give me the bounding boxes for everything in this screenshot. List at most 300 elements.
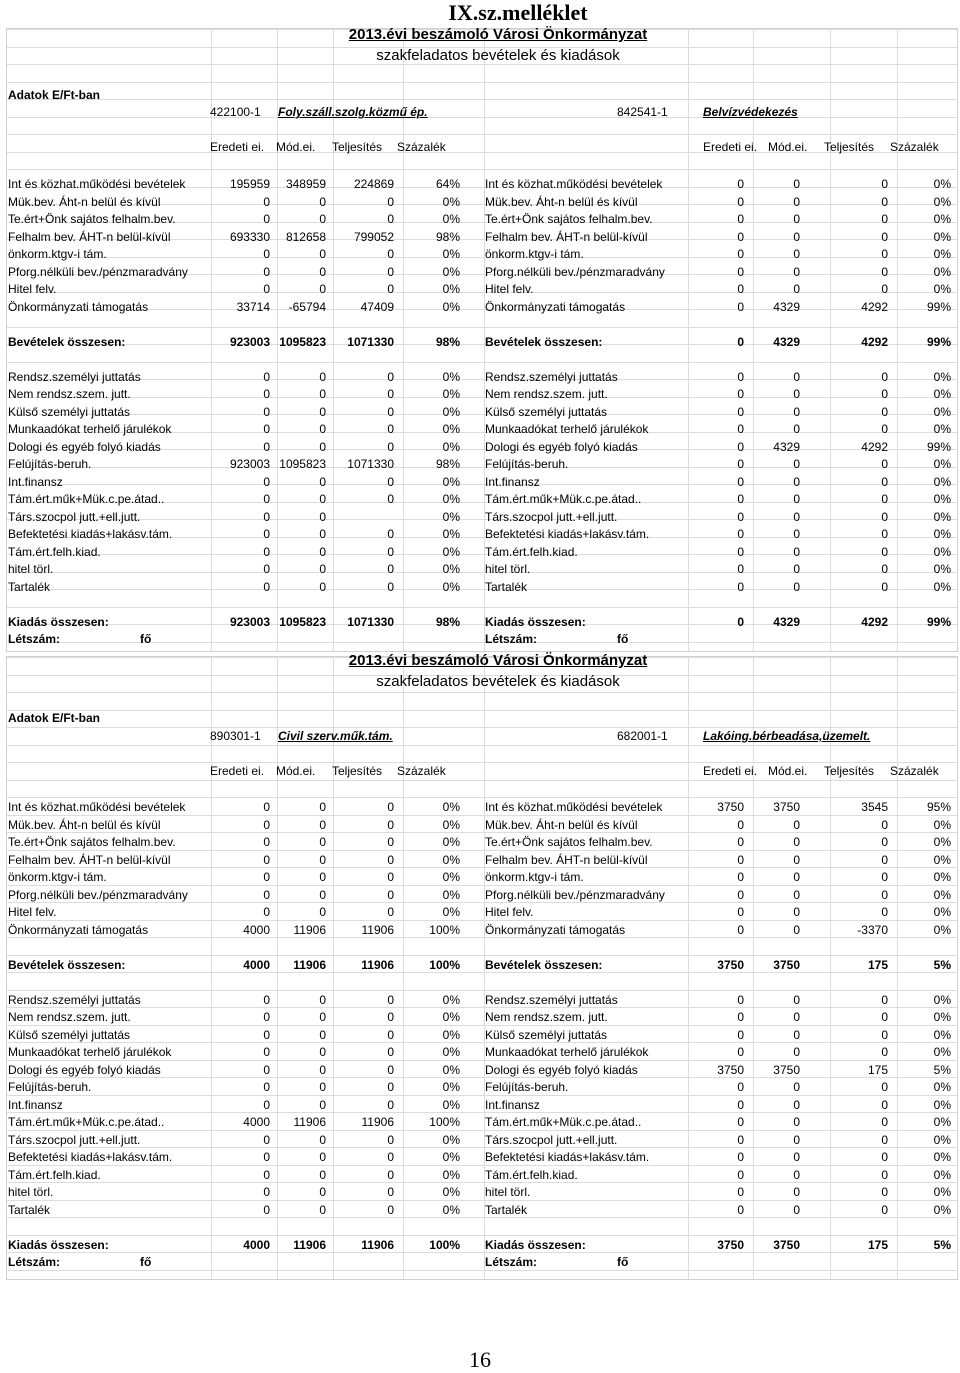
value-cell: 11906 [293,1237,326,1252]
grid-line [7,692,957,693]
value-cell: 0 [881,369,888,384]
value-cell: 0 [881,229,888,244]
value-cell: 100% [429,957,460,972]
value-cell: 224869 [353,177,394,191]
units-label: Adatok E/Ft-ban [8,88,100,102]
value-cell: 0 [793,1080,800,1094]
table-row [485,1254,960,1271]
value-cell: 0 [387,852,394,867]
row-label: Tartalék [485,1202,528,1217]
value-cell: 3545 [861,800,888,814]
value-cell: 0% [442,212,460,226]
task-name: Foly.száll.szolg.közmű ép. [278,105,428,119]
value-cell: 1095823 [279,334,326,349]
value-cell: 0 [319,1150,326,1164]
table-row [8,334,485,351]
value-cell: 3750 [717,1062,744,1077]
value-cell: 0 [263,817,270,832]
column-header: Teljesítés [332,140,383,154]
value-cell: 0 [793,527,800,541]
column-header: Százalék [397,764,446,778]
row-label: Felhalm bev. ÁHT-n belül-kívül [485,852,648,867]
table-row [8,474,485,491]
value-cell: 0% [933,887,951,902]
row-label: Tám.ért.felh.kiad. [485,544,578,559]
value-cell: 1095823 [279,457,326,471]
value-cell: 0 [387,1097,394,1112]
value-cell: 0% [933,1010,951,1024]
value-cell: 0 [263,404,270,419]
table-row [8,1132,485,1149]
value-cell: 0% [933,852,951,867]
row-label: Int és közhat.működési bevételek [8,177,186,191]
report-subtitle: szakfeladatos bevételek és kiadások [376,47,620,64]
value-cell: 0 [737,1115,744,1129]
row-label: Befektetési kiadás+lakásv.tám. [8,1150,173,1164]
report-subtitle: szakfeladatos bevételek és kiadások [376,673,620,690]
value-cell: 0 [263,1202,270,1217]
table-row [8,526,485,543]
value-cell: 0% [933,194,951,209]
value-cell: 0 [737,177,744,191]
value-cell: 0 [737,527,744,541]
value-cell: 0 [263,579,270,594]
value-cell: 0 [881,527,888,541]
value-cell: 0 [319,404,326,419]
value-cell: 175 [867,1237,888,1252]
value-cell: 3750 [773,957,800,972]
value-cell: 0 [319,1080,326,1094]
table-row [8,1237,485,1254]
row-label: Tám.ért.felh.kiad. [8,544,101,559]
table-row [485,1237,960,1254]
value-cell: 0% [442,905,460,919]
table-row [8,1044,485,1061]
table-row [8,456,485,473]
table-row [485,456,960,473]
value-cell: 1071330 [347,334,394,349]
value-cell: 0 [319,800,326,814]
value-cell: 98% [435,334,460,349]
value-cell: 0 [319,1097,326,1112]
value-cell: 0 [881,177,888,191]
column-header: Teljesítés [824,764,875,778]
value-cell: 0 [263,509,270,524]
value-cell: 0 [319,527,326,541]
value-cell: 0 [263,492,270,506]
value-cell: 98% [435,229,460,244]
value-cell: 0 [263,905,270,919]
row-label: Int.finansz [8,474,63,489]
value-cell: 0 [387,800,394,814]
value-cell: 0 [387,492,394,506]
value-cell: 0 [319,212,326,226]
page-number: 16 [469,1347,491,1372]
report-title [0,650,960,692]
row-label: Munkaadókat terhelő járulékok [485,1045,649,1059]
value-cell: 0% [933,1167,951,1182]
table-row [8,1079,485,1096]
row-label: Felújítás-beruh. [485,1080,569,1094]
value-cell: 0% [933,212,951,226]
value-cell: 0 [793,562,800,576]
value-cell: 0 [793,264,800,279]
table-row [485,799,960,816]
row-label: Bevételek összesen: [485,334,603,349]
value-cell: -3370 [857,922,888,937]
value-cell: 0 [319,817,326,832]
column-header: Eredeti ei. [703,764,758,778]
value-cell: 0 [793,1097,800,1112]
value-cell: 0% [442,1150,460,1164]
value-cell: 0 [319,562,326,576]
table-row [8,1184,485,1201]
table-row [485,1009,960,1026]
value-cell: 0 [793,992,800,1007]
value-cell: 0% [442,1202,460,1217]
value-cell: 0 [737,1167,744,1182]
table-row [8,1167,485,1184]
value-cell: 0 [881,1185,888,1199]
row-label: Befektetési kiadás+lakásv.tám. [485,527,650,541]
column-header: Mód.ei. [276,140,316,154]
value-cell: 0 [387,1185,394,1199]
value-cell: 0 [319,1202,326,1217]
value-cell: 0 [387,870,394,884]
value-cell: 0 [319,1027,326,1042]
value-cell: 99% [926,299,951,314]
value-cell: 0% [442,992,460,1007]
row-label: Mük.bev. Áht-n belül és kívül [8,817,161,832]
task-code: 890301-1 [210,729,261,743]
table-row [485,1079,960,1096]
table-row [8,834,485,851]
value-cell: 0 [263,212,270,226]
value-cell: 0 [737,474,744,489]
row-label: Önkormányzati támogatás [485,922,626,937]
value-cell: 0 [263,422,270,436]
value-cell: 0 [881,1045,888,1059]
column-header: Mód.ei. [768,140,808,154]
value-cell: 0% [442,527,460,541]
value-cell: 0 [737,492,744,506]
value-cell: 0% [933,817,951,832]
row-label: Mük.bev. Áht-n belül és kívül [485,817,638,832]
value-cell: 0% [442,509,460,524]
value-cell: 0 [881,387,888,401]
table-row [8,1097,485,1114]
value-cell: 0 [387,264,394,279]
table-row [8,509,485,526]
value-cell: 0% [442,264,460,279]
value-cell: 0 [737,544,744,559]
table-row [8,799,485,816]
value-cell: 0 [737,905,744,919]
table-row [8,579,485,596]
page-title: IX.sz.melléklet [448,0,588,25]
value-cell: 4000 [243,1115,270,1129]
value-cell: 0 [263,835,270,849]
grid-line [7,1235,957,1236]
value-cell: 11906 [361,1115,394,1129]
value-cell: 0 [793,905,800,919]
unit-label: fő [140,1255,152,1269]
value-cell: 0% [933,457,951,471]
value-cell: 0 [737,387,744,401]
table-row [485,817,960,834]
value-cell: 0 [793,1185,800,1199]
value-cell: 0 [881,422,888,436]
row-label: Bevételek összesen: [8,957,126,972]
value-cell: 0% [442,1010,460,1024]
row-label: Hitel felv. [485,905,534,919]
value-cell: 99% [926,614,951,629]
table-row [485,526,960,543]
row-label: Int és közhat.működési bevételek [485,800,663,814]
table-row [485,334,960,351]
table-row [8,491,485,508]
table-row [8,544,485,561]
table-row [8,887,485,904]
value-cell: 95% [926,800,951,814]
row-label: Tartalék [485,579,528,594]
value-cell: 0 [737,1045,744,1059]
value-cell: 0 [263,800,270,814]
row-label: Felújítás-beruh. [8,457,92,471]
value-cell: 0 [319,1062,326,1077]
value-cell: 3750 [717,1237,744,1252]
value-cell: 0 [387,282,394,296]
value-cell: 0 [737,852,744,867]
value-cell: 0 [793,817,800,832]
row-label: Befektetési kiadás+lakásv.tám. [485,1150,650,1164]
table-row [485,579,960,596]
table-row [8,1062,485,1079]
value-cell: 3750 [773,1237,800,1252]
value-cell: 0 [881,817,888,832]
value-cell: 4000 [243,957,270,972]
value-cell: 0% [933,1115,951,1129]
table-row [8,421,485,438]
row-label: Int.finansz [485,1097,540,1112]
value-cell: 0 [881,905,888,919]
value-cell: 0 [737,1080,744,1094]
value-cell: 0 [793,194,800,209]
grid-line [7,152,957,153]
value-cell: 0 [793,474,800,489]
table-row [485,281,960,298]
value-cell: 0% [933,247,951,261]
row-label: Kiadás összesen: [8,1237,109,1252]
value-cell: 0 [881,1132,888,1147]
value-cell: 0 [737,922,744,937]
value-cell: 0 [737,422,744,436]
table-row [8,1027,485,1044]
value-cell: 0 [263,1062,270,1077]
table-row [485,386,960,403]
value-cell: 0 [881,1080,888,1094]
value-cell: 0 [263,887,270,902]
value-cell: 0 [387,212,394,226]
value-cell: 0 [793,852,800,867]
value-cell: 0% [933,922,951,937]
value-cell: 0 [881,247,888,261]
value-cell: 0% [442,282,460,296]
value-cell: 799052 [353,229,394,244]
value-cell: 0% [933,905,951,919]
row-label: Mük.bev. Áht-n belül és kívül [485,194,638,209]
value-cell: 0% [442,1132,460,1147]
value-cell: 693330 [229,229,270,244]
value-cell: 0 [737,194,744,209]
value-cell: 4292 [861,334,888,349]
value-cell: 0% [933,404,951,419]
value-cell: 0% [442,194,460,209]
grid-line [7,117,957,118]
row-label: hitel törl. [485,562,531,576]
table-row [8,1254,485,1271]
table-row [8,264,485,281]
value-cell: 100% [429,1237,460,1252]
value-cell: 98% [435,614,460,629]
row-label: Te.ért+Önk sajátos felhalm.bev. [485,212,653,226]
value-cell: 5% [933,1237,951,1252]
value-cell: 0 [737,212,744,226]
value-cell: 0 [319,905,326,919]
table-row [485,992,960,1009]
row-label: Pforg.nélküli bev./pénzmaradvány [8,887,188,902]
value-cell: 0 [263,527,270,541]
value-cell: 0 [793,887,800,902]
value-cell: 0% [442,1185,460,1199]
value-cell: 0 [793,229,800,244]
value-cell: 0 [793,509,800,524]
value-cell: 0 [387,1167,394,1182]
value-cell: 0 [881,870,888,884]
value-cell: 0 [793,544,800,559]
value-cell: 195959 [229,177,270,191]
row-label: Tám.ért.műk+Mük.c.pe.átad.. [8,1115,165,1129]
value-cell: 0% [933,544,951,559]
value-cell: 0% [933,1097,951,1112]
value-cell: 0 [387,579,394,594]
value-cell: 0 [319,1010,326,1024]
table-row [8,176,485,193]
value-cell: 0% [933,177,951,191]
table-row [485,904,960,921]
value-cell: 0 [263,544,270,559]
value-cell: 0 [737,817,744,832]
value-cell: 923003 [229,614,270,629]
table-row [8,561,485,578]
row-label: Rendsz.személyi juttatás [8,369,141,384]
table-row [8,922,485,939]
column-header: Mód.ei. [768,764,808,778]
grid-line [7,780,957,781]
value-cell: 0 [737,835,744,849]
column-header: Százalék [397,140,446,154]
value-cell: 0 [263,247,270,261]
row-label: Pforg.nélküli bev./pénzmaradvány [485,887,665,902]
value-cell: 0 [737,887,744,902]
value-cell: 0 [737,1097,744,1112]
value-cell: 5% [933,957,951,972]
row-label: Hitel felv. [485,282,534,296]
row-label: Társ.szocpol jutt.+ell.jutt. [485,509,618,524]
value-cell: 923003 [229,334,270,349]
row-label: Befektetési kiadás+lakásv.tám. [8,527,173,541]
table-row [485,299,960,316]
value-cell: 0 [737,1150,744,1164]
value-cell: 0% [933,579,951,594]
table-row [485,404,960,421]
value-cell: 0 [881,194,888,209]
row-label: Létszám: [8,632,61,646]
table-row [8,1009,485,1026]
value-cell: 0% [442,1027,460,1042]
value-cell: 0% [442,404,460,419]
row-label: Munkaadókat terhelő járulékok [8,1045,172,1059]
value-cell: 0 [793,387,800,401]
value-cell: 0% [442,247,460,261]
value-cell: 0 [387,422,394,436]
value-cell: 0 [737,1132,744,1147]
row-label: Tám.ért.műk+Mük.c.pe.átad.. [8,492,165,506]
value-cell: 0 [881,835,888,849]
column-header: Eredeti ei. [210,764,265,778]
value-cell: 0 [263,439,270,454]
value-cell: 0% [442,439,460,454]
value-cell: 0 [387,562,394,576]
value-cell: 0 [737,299,744,314]
table-row [8,869,485,886]
table-row [8,281,485,298]
value-cell: 0% [933,369,951,384]
value-cell: 0 [387,1010,394,1024]
value-cell: 0 [881,492,888,506]
row-label: Önkormányzati támogatás [485,299,626,314]
row-label: Nem rendsz.szem. jutt. [8,387,131,401]
table-row [485,1097,960,1114]
value-cell: 0% [442,562,460,576]
value-cell: 0% [442,870,460,884]
value-cell: 0% [933,492,951,506]
value-cell: 0 [737,992,744,1007]
value-cell: 0 [263,369,270,384]
value-cell: 0 [881,562,888,576]
value-cell: 0 [387,1027,394,1042]
value-cell: 0 [263,264,270,279]
value-cell: 0 [387,247,394,261]
value-cell: 0 [793,457,800,471]
row-label: Int és közhat.működési bevételek [8,800,186,814]
value-cell: 0 [737,1027,744,1042]
task-name: Belvízvédekezés [703,105,798,119]
value-cell: 4292 [861,299,888,314]
row-label: Külső személyi juttatás [8,404,131,419]
table-row [8,369,485,386]
value-cell: 0 [387,527,394,541]
value-cell: 0% [933,229,951,244]
value-cell: 0% [442,544,460,559]
value-cell: 0 [881,992,888,1007]
report-title [0,24,960,66]
task-name: Civil szerv.műk.tám. [278,729,393,743]
table-row [485,887,960,904]
value-cell: 0 [387,404,394,419]
row-label: Pforg.nélküli bev./pénzmaradvány [8,264,188,279]
value-cell: 11906 [293,922,326,937]
